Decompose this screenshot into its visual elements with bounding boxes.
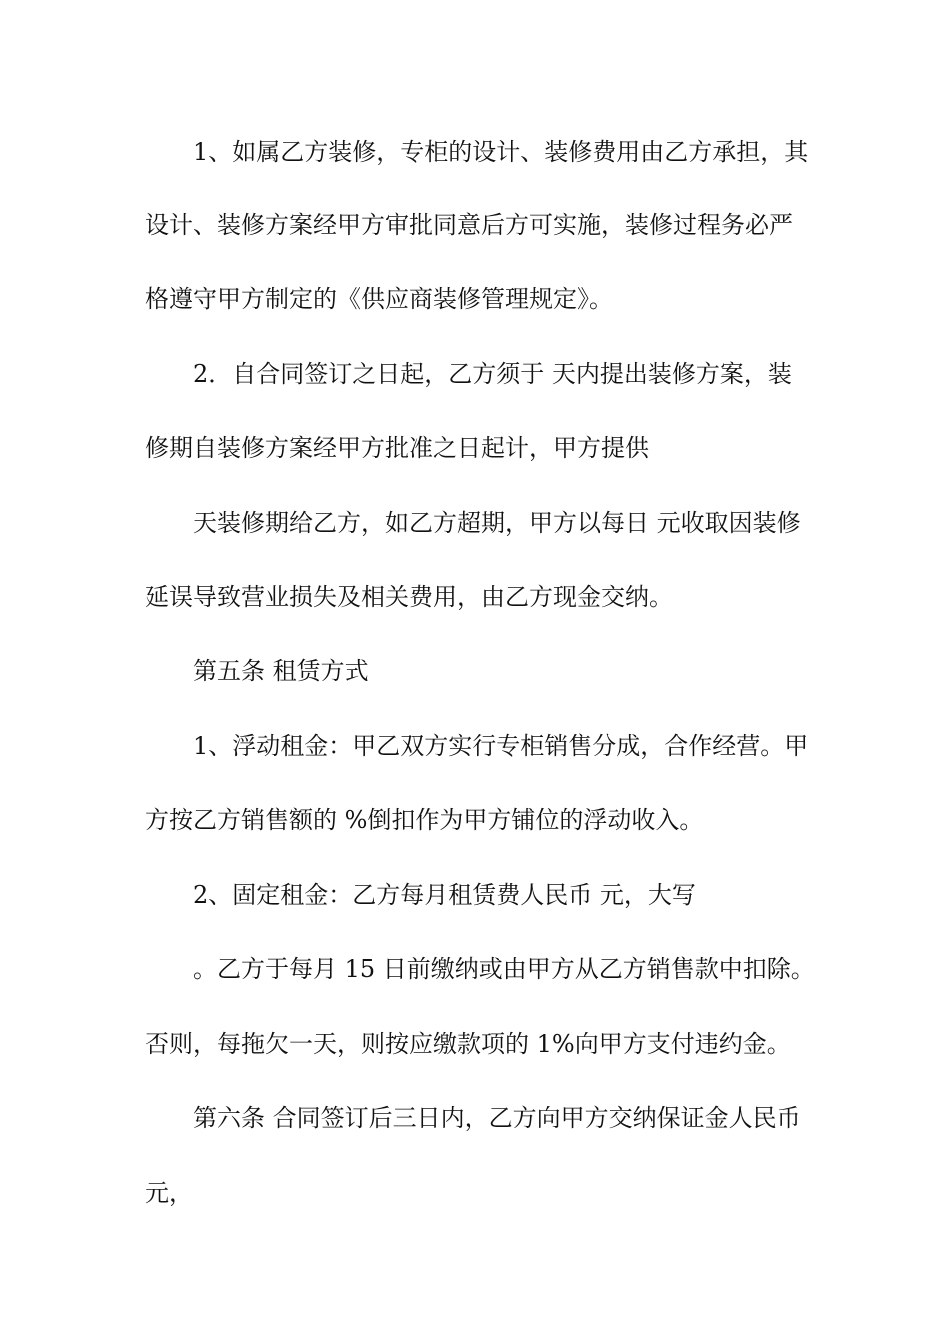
- text-line: 元，: [145, 1179, 193, 1207]
- text-line: 格遵守甲方制定的《供应商装修管理规定》。: [145, 285, 613, 313]
- text-line: 1、如属乙方装修，专柜的设计、装修费用由乙方承担，其: [193, 138, 809, 166]
- text-line: 。乙方于每月 15 日前缴纳或由甲方从乙方销售款中扣除。: [193, 955, 815, 983]
- text-line: 修期自装修方案经甲方批准之日起计，甲方提供: [145, 434, 649, 462]
- text-line: 设计、装修方案经甲方审批同意后方可实施，装修过程务必严: [145, 211, 793, 239]
- text-line: 方按乙方销售额的 %倒扣作为甲方铺位的浮动收入。: [145, 806, 704, 834]
- section-heading: 第五条 租赁方式: [193, 657, 369, 685]
- text-line: 1、浮动租金：甲乙双方实行专柜销售分成，合作经营。甲: [193, 732, 809, 760]
- text-line: 天装修期给乙方，如乙方超期，甲方以每日 元收取因装修: [193, 509, 801, 537]
- text-line: 延误导致营业损失及相关费用，由乙方现金交纳。: [145, 583, 673, 611]
- text-line: 2．自合同签订之日起，乙方须于 天内提出装修方案，装: [193, 360, 792, 388]
- text-line: 2、固定租金：乙方每月租赁费人民币 元，大写: [193, 881, 696, 909]
- text-line: 否则，每拖欠一天，则按应缴款项的 1%向甲方支付违约金。: [145, 1030, 791, 1058]
- section-heading: 第六条 合同签订后三日内，乙方向甲方交纳保证金人民币: [193, 1104, 801, 1132]
